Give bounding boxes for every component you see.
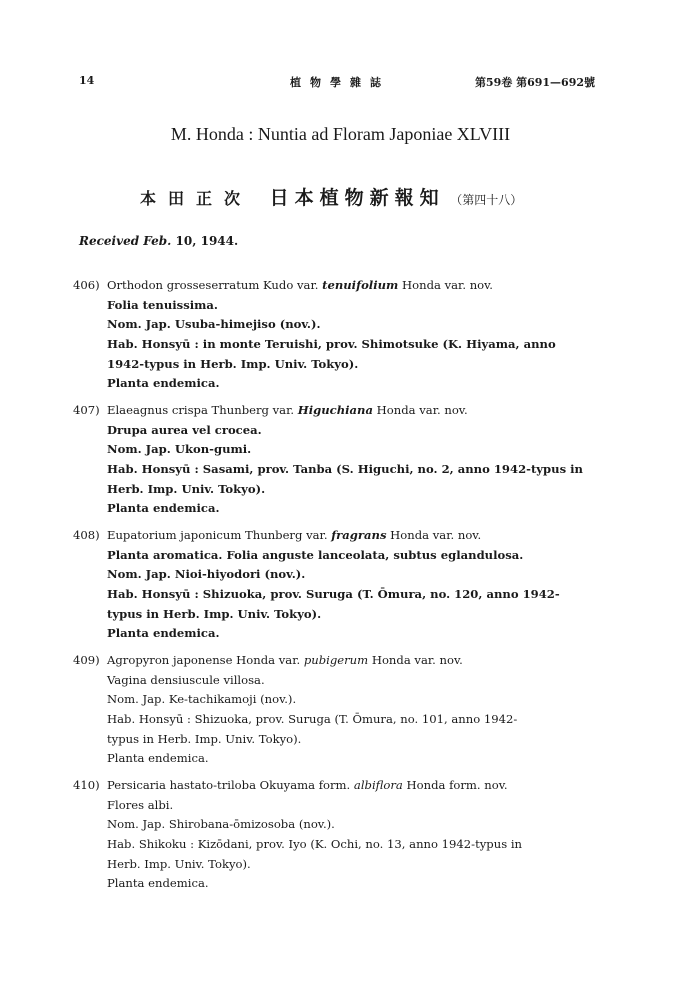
species-entry — [73, 401, 593, 519]
taxon-name: Persicaria hastato-triloba Okuyama form. albiflora Honda form. nov. — [107, 778, 508, 792]
journal-name: 植物學雜誌 — [290, 76, 390, 89]
description-line: Drupa aurea vel crocea. — [107, 422, 262, 437]
new-epithet: albiflora — [353, 778, 403, 792]
page-number: 14 — [79, 74, 95, 87]
title-japanese: 日本植物新報知 — [269, 187, 445, 209]
endemic-line: Planta endemica. — [107, 626, 220, 641]
habitat-line: typus in Herb. Imp. Univ. Tokyo). — [107, 731, 302, 746]
series-number: （第四十八） — [450, 193, 523, 207]
habitat-line: typus in Herb. Imp. Univ. Tokyo). — [107, 606, 322, 621]
endemic-line: Planta endemica. — [107, 501, 220, 516]
taxon-name: Orthodon grosseserratum Kudo var. tenuifolium Honda var. nov. — [107, 278, 493, 292]
entry-number: 409) — [73, 653, 100, 667]
taxon-name: Eupatorium japonicum Thunberg var. fragrans Honda var. nov. — [107, 528, 482, 542]
running-header — [0, 74, 681, 92]
endemic-line: Planta endemica. — [107, 751, 209, 766]
habitat-line: Hab. Honsyū : Shizuoka, prov. Suruga (T. Ōmura, no. 120, anno 1942- — [107, 587, 560, 602]
habitat-line: 1942-typus in Herb. Imp. Univ. Tokyo). — [107, 356, 359, 371]
received-date-value: 10, 1944. — [175, 234, 239, 248]
entry-number: 408) — [73, 528, 100, 542]
taxon-name: Elaeagnus crispa Thunberg var. Higuchiana Honda var. nov. — [107, 403, 468, 417]
description-line: Flores albi. — [107, 797, 174, 812]
volume-issue: 第59卷 第691—692號 — [474, 76, 595, 89]
description-line: Folia tenuissima. — [107, 297, 218, 312]
habitat-line: Hab. Shikoku : Kizōdani, prov. Iyo (K. Ochi, no. 13, anno 1942-typus in — [107, 837, 523, 852]
new-epithet: pubigerum — [303, 653, 369, 667]
description-line: Planta aromatica. Folia anguste lanceolata, subtus eglandulosa. — [107, 547, 524, 562]
habitat-line: Herb. Imp. Univ. Tokyo). — [107, 856, 251, 871]
entry-number: 406) — [73, 278, 100, 292]
japanese-name-line: Nom. Jap. Shirobana-ōmizosoba (nov.). — [107, 817, 335, 832]
endemic-line: Planta endemica. — [107, 376, 220, 391]
entry-number: 407) — [73, 403, 100, 417]
japanese-name-line: Nom. Jap. Ukon-gumi. — [107, 442, 252, 457]
species-entry — [73, 526, 593, 644]
species-entry — [73, 651, 593, 769]
species-entry — [73, 776, 593, 894]
received-label: Received Feb. — [79, 234, 172, 248]
habitat-line: Hab. Honsyū : Shizuoka, prov. Suruga (T. Ōmura, no. 101, anno 1942- — [107, 712, 518, 727]
habitat-line: Hab. Honsyū : Sasami, prov. Tanba (S. Higuchi, no. 2, anno 1942-typus in — [107, 462, 583, 477]
new-epithet: Higuchiana — [297, 403, 373, 417]
received-date — [79, 234, 238, 248]
japanese-name-line: Nom. Jap. Usuba-himejiso (nov.). — [107, 317, 321, 332]
article-title-japanese — [140, 183, 560, 210]
entry-number: 410) — [73, 778, 100, 792]
new-epithet: fragrans — [331, 528, 387, 542]
endemic-line: Planta endemica. — [107, 876, 209, 891]
author-japanese: 本田正次 — [140, 189, 253, 208]
habitat-line: Hab. Honsyū : in monte Teruishi, prov. Shimotsuke (K. Hiyama, anno — [107, 337, 556, 352]
new-epithet: tenuifolium — [322, 278, 399, 292]
description-line: Vagina densiuscule villosa. — [107, 672, 265, 687]
habitat-line: Herb. Imp. Univ. Tokyo). — [107, 481, 266, 496]
japanese-name-line: Nom. Jap. Nioi-hiyodori (nov.). — [107, 567, 306, 582]
article-title-english: M. Honda : Nuntia ad Floram Japoniae XLVIII — [170, 124, 511, 144]
japanese-name-line: Nom. Jap. Ke-tachikamoji (nov.). — [107, 692, 297, 707]
species-entry — [73, 276, 593, 394]
taxon-name: Agropyron japonense Honda var. pubigerum Honda var. nov. — [107, 653, 463, 667]
